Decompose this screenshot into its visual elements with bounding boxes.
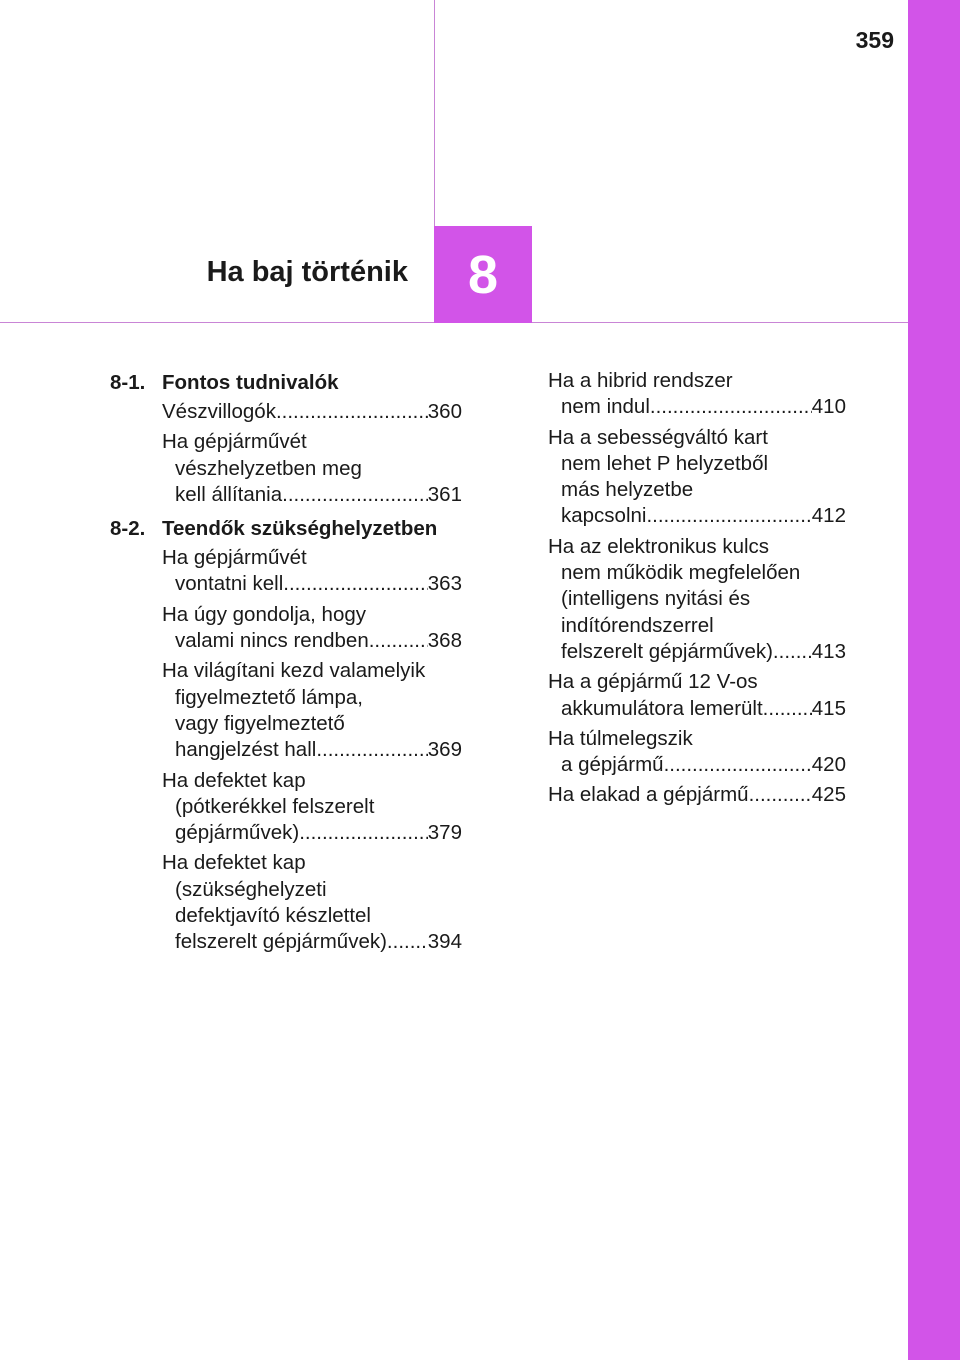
toc-entry-text: kapcsolni (561, 504, 647, 528)
dot-leader (650, 394, 812, 420)
dot-leader (664, 752, 812, 778)
section-number: 8-2. (110, 517, 146, 541)
toc-entry[interactable] (162, 768, 462, 847)
toc-entry[interactable] (548, 782, 846, 808)
toc-page-ref[interactable]: 412 (811, 504, 846, 528)
dot-leader (369, 628, 428, 654)
toc-entry-text: akkumulátora lemerült (561, 696, 763, 720)
toc-entry-line: indítórendszerrel (561, 613, 714, 637)
chapter-title: Ha baj történik (206, 256, 408, 288)
toc-entry-line: figyelmeztető lámpa, (175, 685, 364, 709)
toc-page-ref[interactable]: 363 (427, 572, 462, 596)
toc-entry-line: Ha úgy gondolja, hogy (162, 602, 367, 626)
toc-entry[interactable] (162, 850, 462, 955)
toc-entry-text: valami nincs rendben (175, 629, 369, 653)
dot-leader (316, 737, 427, 763)
toc-page-ref[interactable]: 413 (811, 639, 846, 663)
dot-leader (276, 399, 428, 425)
section-title: Teendők szükséghelyzetben (162, 517, 438, 541)
toc-page-ref[interactable]: 415 (811, 696, 846, 720)
toc-entry-text: Ha elakad a gépjármű (548, 783, 749, 807)
page-number: 359 (855, 27, 894, 53)
toc-entry-text: kell állítania (175, 482, 283, 506)
toc-entry[interactable] (162, 399, 462, 425)
section-entries (110, 545, 462, 955)
toc-entry-line: (pótkerékkel felszerelt (175, 794, 375, 818)
toc-entry-last-line (162, 399, 462, 425)
toc-page-ref[interactable]: 425 (811, 783, 846, 807)
dot-leader (763, 696, 812, 722)
toc-entry-last-line (162, 482, 462, 508)
toc-entry-last-line (548, 503, 846, 529)
toc-entry-line: Ha a sebességváltó kart (548, 425, 768, 449)
toc-entry-line: Ha a hibrid rendszer (548, 369, 733, 392)
toc-page-ref[interactable]: 410 (811, 395, 846, 419)
toc-entry-line: (szükséghelyzeti (175, 877, 327, 901)
toc-entry-line: Ha defektet kap (162, 851, 306, 875)
chapter-number-box (434, 226, 532, 323)
toc-page-ref[interactable]: 361 (427, 482, 462, 506)
dot-leader (283, 571, 428, 597)
dot-leader (773, 639, 812, 665)
toc-page-ref[interactable]: 420 (811, 753, 846, 777)
toc-entry-line: vészhelyzetben meg (175, 456, 362, 480)
toc-entry[interactable] (162, 429, 462, 508)
toc-left-column (110, 368, 462, 960)
toc-entry-last-line (548, 696, 846, 722)
toc-entry[interactable] (548, 726, 846, 779)
toc-entry-text: a gépjármű (561, 753, 664, 777)
toc-entry[interactable] (548, 534, 846, 665)
toc-entry-line: nem lehet P helyzetből (561, 451, 769, 475)
toc-entry-last-line (548, 752, 846, 778)
toc-entry[interactable] (162, 658, 462, 763)
toc-entry-last-line (548, 782, 846, 808)
toc-page-ref[interactable]: 368 (427, 629, 462, 653)
toc-entry-last-line (162, 820, 462, 846)
section-title: Fontos tudnivalók (162, 371, 339, 394)
toc-entry-text: vontatni kell (175, 572, 284, 596)
toc-entry-line: más helyzetbe (561, 478, 694, 502)
toc-entry-text: felszerelt gépjárművek) (561, 639, 773, 663)
toc-entry-text: Vészvillogók (162, 400, 276, 423)
dot-leader (282, 482, 428, 508)
chapter-side-tab (908, 0, 960, 1360)
section-entries (110, 399, 462, 508)
toc-entry-line: defektjavító készlettel (175, 904, 371, 928)
toc-page-ref[interactable]: 360 (427, 400, 462, 423)
toc-right-column (548, 368, 846, 813)
toc-entry-text: hangjelzést hall (175, 738, 317, 762)
dot-leader (299, 820, 428, 846)
toc-page-ref[interactable]: 379 (427, 821, 462, 845)
dot-leader (646, 503, 811, 529)
toc-entry-last-line (162, 571, 462, 597)
toc-entry-text: felszerelt gépjárművek) (175, 930, 387, 954)
toc-entry-line: Ha túlmelegszik (548, 726, 693, 750)
toc-entry-line: Ha a gépjármű 12 V-os (548, 670, 758, 694)
section-number: 8-1. (110, 371, 146, 394)
toc-entry-line: Ha az elektronikus kulcs (548, 534, 770, 558)
toc-entry-line: nem működik megfelelően (561, 561, 801, 585)
toc-entry[interactable] (548, 669, 846, 722)
toc-entry-line: (intelligens nyitási és (561, 587, 751, 611)
toc-entry-last-line (162, 737, 462, 763)
toc-entry-text: gépjárművek) (175, 821, 300, 845)
toc-entry[interactable] (548, 368, 846, 421)
section-heading (110, 368, 462, 397)
toc-entry-text: nem indul (561, 395, 650, 419)
toc-entry-line: Ha világítani kezd valamelyik (162, 659, 426, 683)
toc-entry[interactable] (162, 602, 462, 655)
toc-entry-last-line (548, 394, 846, 420)
dot-leader (749, 782, 812, 808)
toc-entry-line: Ha defektet kap (162, 768, 306, 792)
toc-entry-line: Ha gépjárművét (162, 546, 307, 570)
toc-page-ref[interactable]: 394 (427, 930, 462, 954)
vertical-rule (434, 0, 435, 226)
toc-entry-line: Ha gépjárművét (162, 430, 307, 454)
toc-entry-last-line (162, 929, 462, 955)
dot-leader (387, 929, 428, 955)
toc-entry-line: vagy figyelmeztető (175, 711, 345, 735)
toc-entry-last-line (548, 639, 846, 665)
toc-entry-last-line (162, 628, 462, 654)
section-heading (110, 514, 462, 543)
toc-entry[interactable] (548, 425, 846, 530)
toc-entry[interactable] (162, 545, 462, 598)
chapter-number: 8 (467, 244, 499, 305)
toc-page-ref[interactable]: 369 (427, 738, 462, 762)
